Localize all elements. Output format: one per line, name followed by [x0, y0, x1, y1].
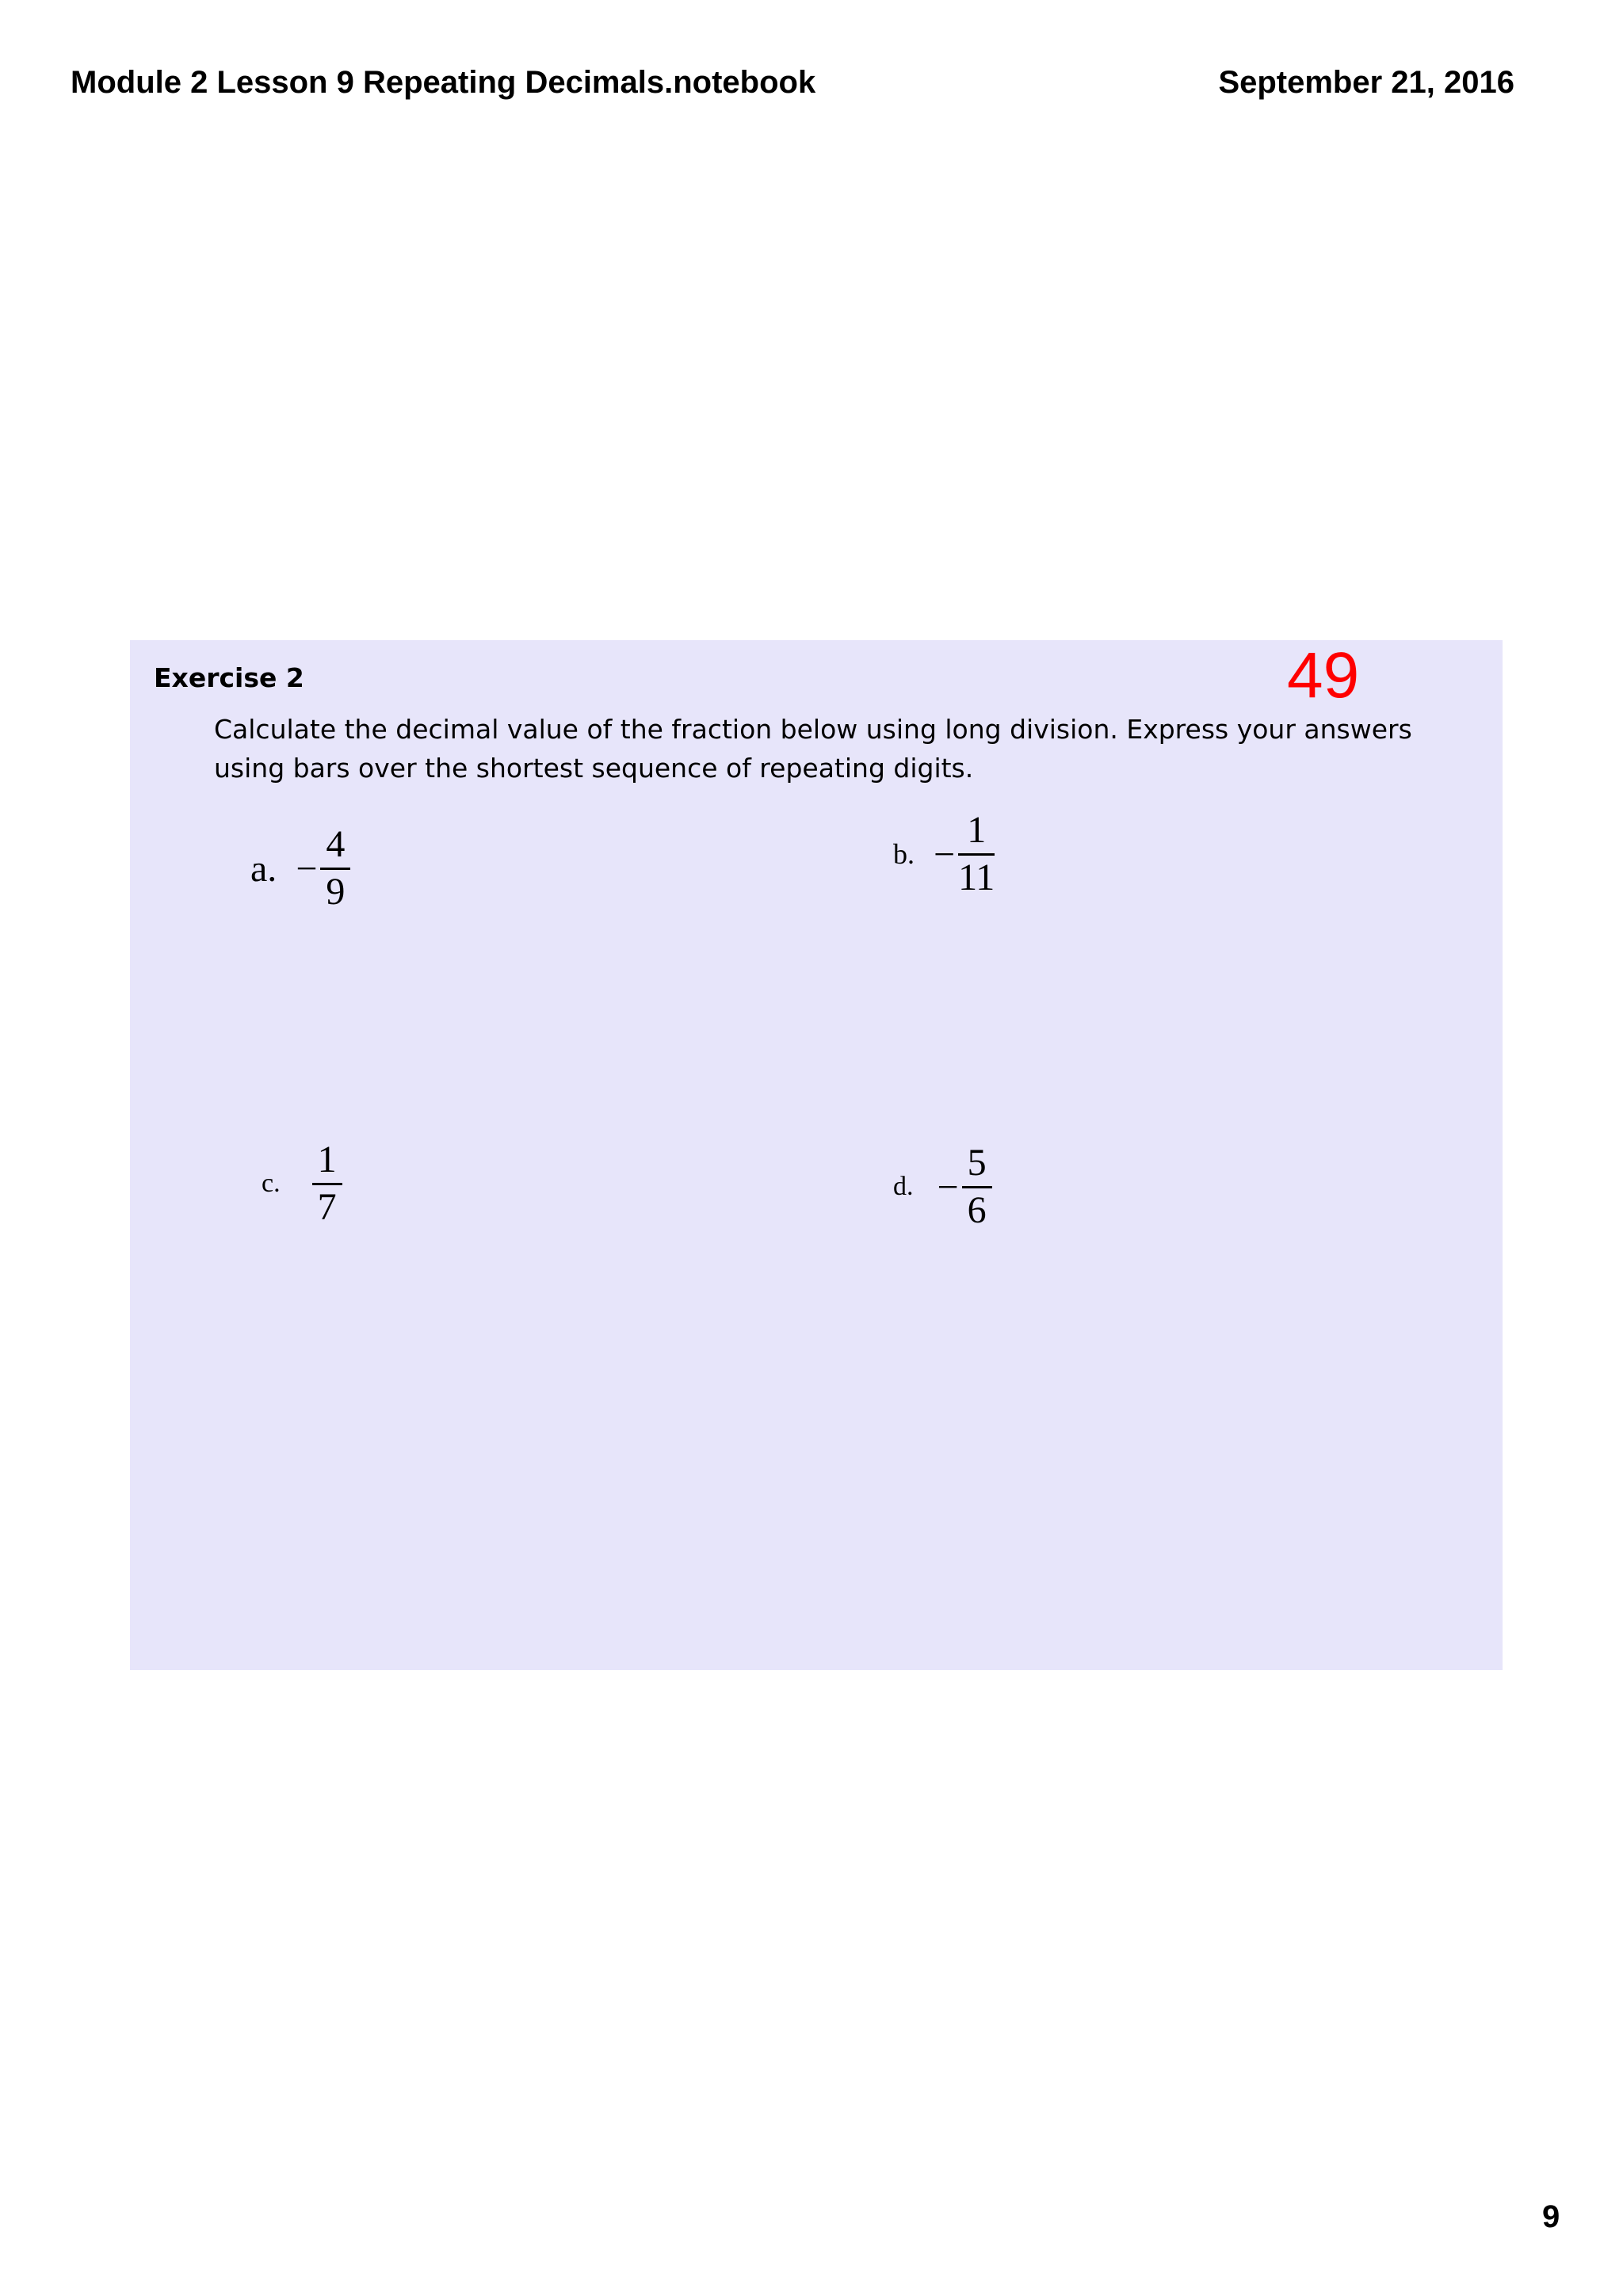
exercise-panel — [130, 640, 1503, 1670]
numerator: 1 — [967, 809, 987, 851]
numerator: 1 — [317, 1138, 337, 1180]
document-date: September 21, 2016 — [1218, 65, 1514, 100]
minus-sign: − — [934, 833, 956, 875]
fraction-bar — [962, 1186, 992, 1188]
minus-sign: − — [296, 847, 318, 890]
problem-c — [262, 1139, 342, 1229]
handwritten-score: 49 — [1287, 639, 1360, 711]
denominator: 9 — [326, 870, 346, 913]
fraction-bar — [312, 1183, 342, 1185]
fraction — [962, 1142, 992, 1232]
exercise-title: Exercise 2 — [154, 662, 304, 693]
page-number: 9 — [1542, 2199, 1560, 2234]
problem-label: d. — [893, 1172, 914, 1202]
problem-label: a. — [250, 847, 277, 890]
fraction — [958, 810, 995, 899]
numerator: 5 — [967, 1142, 987, 1184]
fraction — [312, 1139, 342, 1229]
numerator: 4 — [326, 823, 346, 865]
problem-b — [893, 810, 995, 899]
denominator: 6 — [967, 1188, 987, 1231]
exercise-instructions: Calculate the decimal value of the fraction below using long division. Express your answers using bars over the shortest sequence of repeating digits. — [214, 714, 1412, 784]
problem-d — [893, 1142, 992, 1232]
denominator: 7 — [317, 1185, 337, 1228]
problem-label: c. — [262, 1169, 281, 1199]
problem-label: b. — [893, 838, 915, 871]
fraction-bar — [320, 868, 350, 870]
denominator: 11 — [958, 856, 995, 898]
fraction — [320, 824, 350, 913]
fraction-bar — [958, 853, 995, 856]
document-title: Module 2 Lesson 9 Repeating Decimals.notebook — [71, 65, 816, 100]
problem-a — [250, 824, 350, 913]
minus-sign: − — [937, 1165, 959, 1208]
